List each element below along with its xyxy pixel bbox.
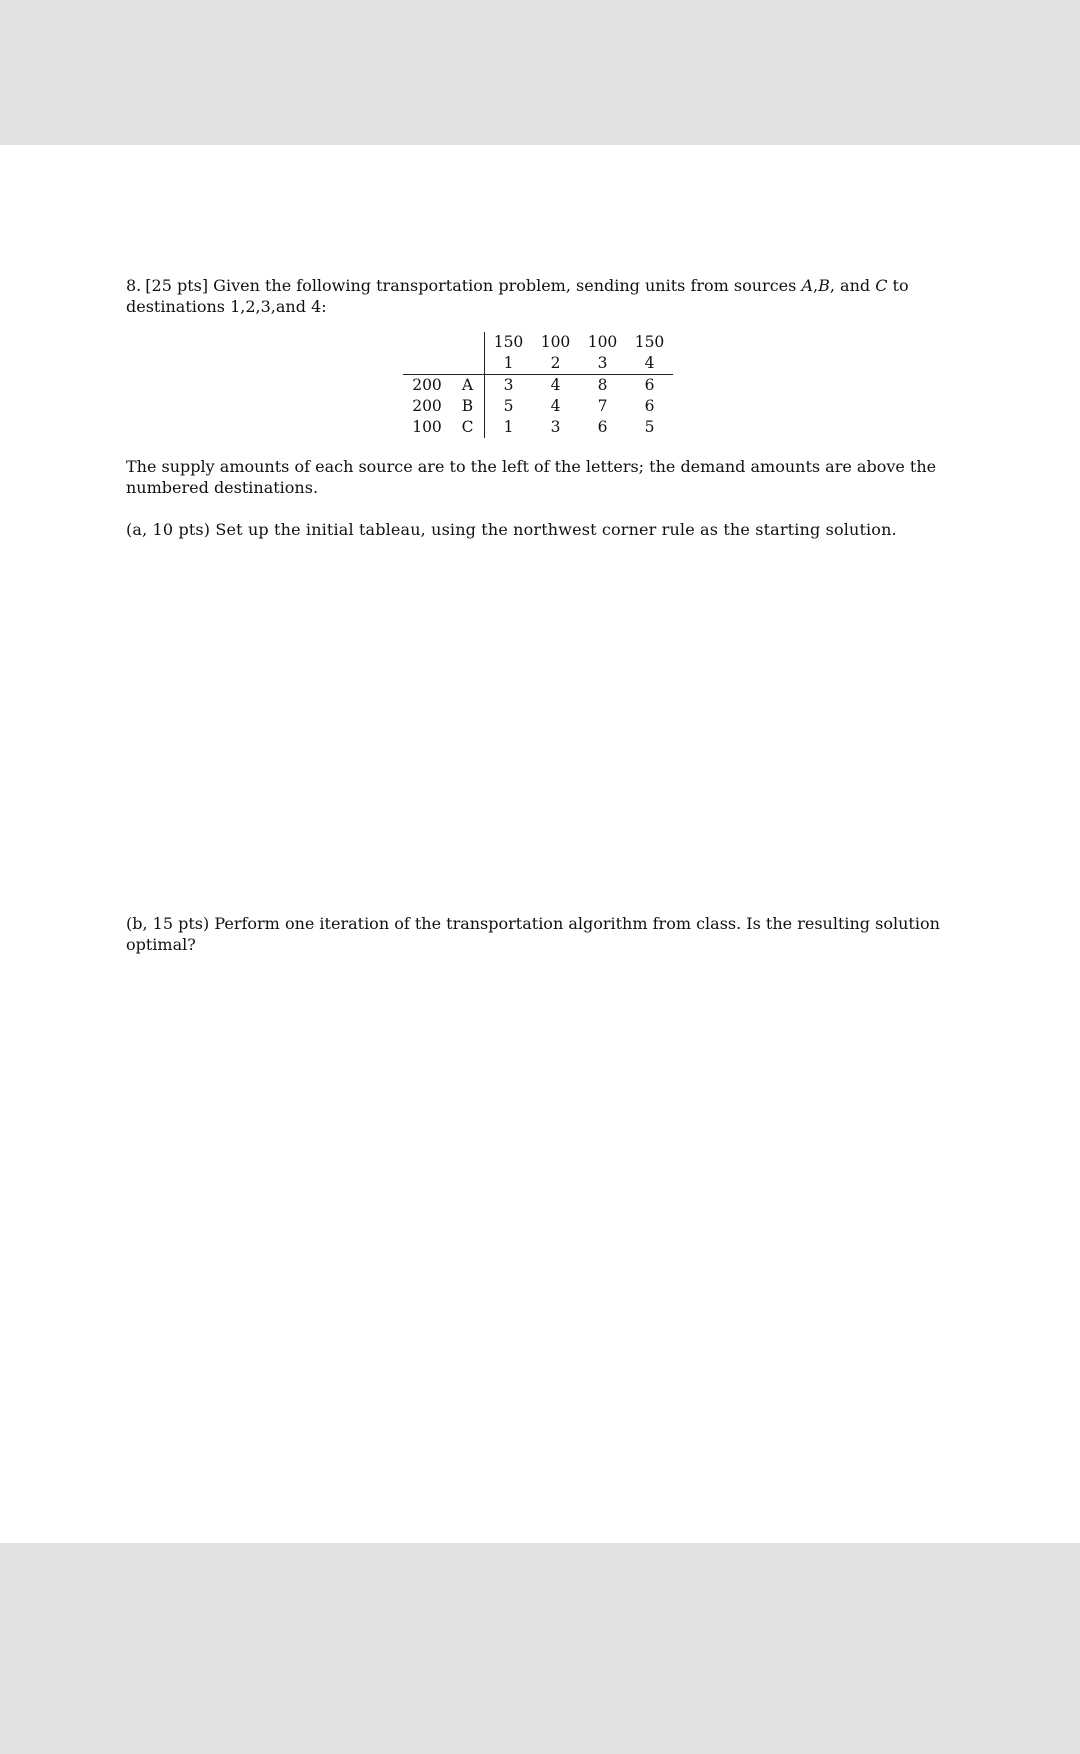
- destination-cell: 1: [485, 353, 533, 375]
- source-cell: B: [461, 397, 474, 415]
- destination-row: [403, 353, 673, 375]
- supply-cell: 200: [412, 397, 442, 415]
- question-number: 8.: [126, 276, 142, 295]
- demand-row: [403, 332, 673, 353]
- cost-cell: 5: [485, 396, 533, 417]
- destination-cell: 4: [626, 353, 673, 375]
- document-page: [0, 145, 1080, 1543]
- demand-cell: 150: [485, 332, 533, 353]
- source-cell: A: [461, 376, 474, 394]
- demand-cell: 150: [634, 333, 665, 351]
- supply-cell: 100: [412, 418, 442, 436]
- destination-cell: 3: [579, 353, 626, 375]
- source-row-a: [403, 375, 673, 397]
- source-c-label: C: [875, 276, 888, 295]
- part-a-prompt: (a, 10 pts) Set up the initial tableau, using the northwest corner rule as the starting solution.: [126, 520, 897, 539]
- transportation-table: [403, 332, 673, 438]
- intro-text-end: to destinations 1,2,3,and 4:: [126, 276, 909, 316]
- destination-cell: 2: [532, 353, 579, 375]
- cost-cell: 4: [550, 376, 561, 394]
- supply-demand-note: The supply amounts of each source are to the left of the letters; the demand amounts are above the numbered destinations.: [126, 457, 937, 497]
- cost-cell: 6: [597, 418, 608, 436]
- source-row-c: [403, 417, 673, 438]
- question-points: [25 pts]: [145, 276, 209, 295]
- comma: ,: [813, 276, 819, 295]
- cost-cell: 6: [644, 376, 655, 394]
- and-text: , and: [829, 276, 876, 295]
- source-b-label: B: [818, 276, 830, 295]
- demand-cell: 100: [540, 333, 571, 351]
- demand-cell: 100: [587, 333, 618, 351]
- intro-text: Given the following transportation problem, sending units from sources: [213, 276, 802, 295]
- cost-cell: 5: [644, 418, 655, 436]
- cost-cell: 8: [597, 376, 608, 394]
- source-a-label: A: [801, 276, 813, 295]
- cost-cell: 4: [550, 397, 561, 415]
- source-cell: C: [461, 418, 474, 436]
- cost-cell: 3: [485, 375, 533, 397]
- question-intro: [126, 275, 956, 317]
- cost-cell: 6: [644, 397, 655, 415]
- supply-cell: 200: [412, 376, 442, 394]
- source-row-b: [403, 396, 673, 417]
- cost-cell: 3: [550, 418, 561, 436]
- part-b-prompt: (b, 15 pts) Perform one iteration of the transportation algorithm from class. Is the resulting solution optimal?: [126, 914, 940, 954]
- cost-cell: 7: [597, 397, 608, 415]
- cost-cell: 1: [485, 417, 533, 438]
